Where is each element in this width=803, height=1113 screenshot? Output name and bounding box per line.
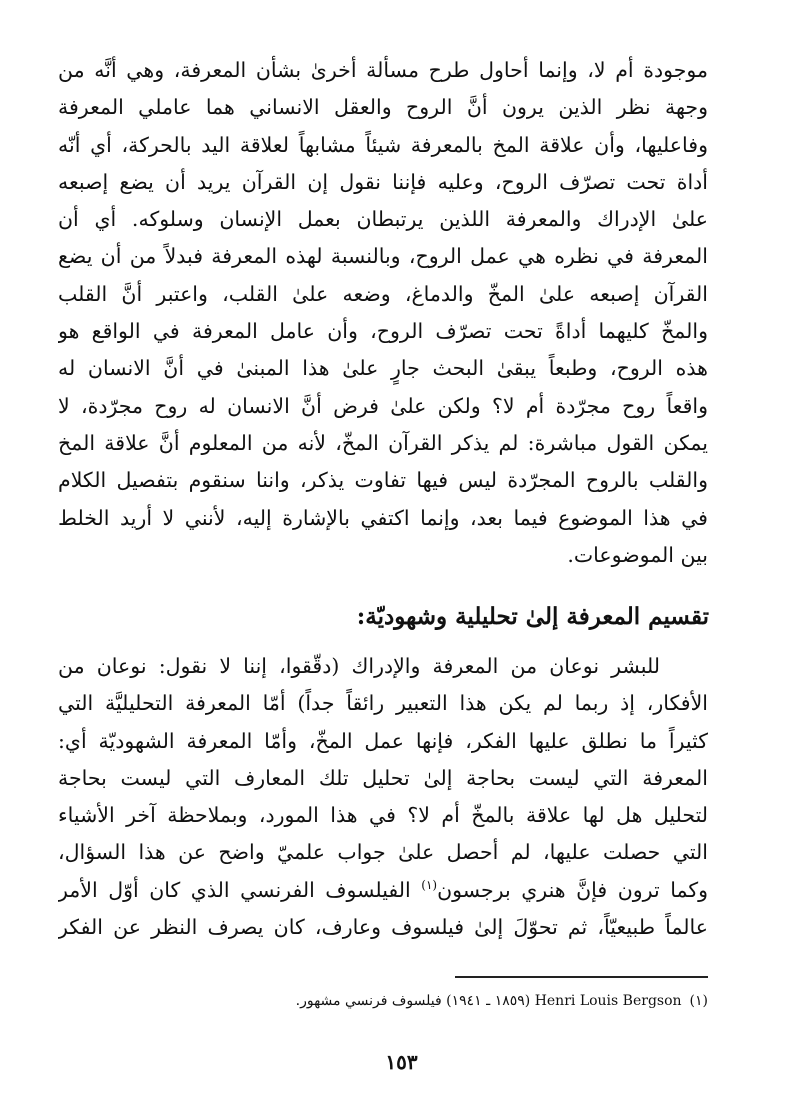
footnote-divider	[455, 976, 708, 978]
text-line: علىٰ الإدراك والمعرفة اللذين يرتبطان بعمل الإنسان وسلوكه. أي أن	[58, 207, 708, 232]
text-line: موجودة أم لا، وإنما أحاول طرح مسألة أخرىٰ بشأن المعرفة، وهي أنَّه من	[58, 58, 708, 82]
text-line: واقعاً روح مجرّدة أم لا؟ ولكن علىٰ فرض أنَّ الانسان له روح مجرّدة، لا	[58, 393, 708, 418]
text-line: وجهة نظر الذين يرون أنَّ الروح والعقل الانساني هما عاملي المعرفة	[58, 95, 708, 120]
text-line: وفاعليها، وأن علاقة المخ بالمعرفة شيئاً مشابهاً لعلاقة اليد بالحركة، أي أنّه	[58, 132, 708, 157]
text-line: لتحليل هل لها علاقة بالمخّ أم لا؟ في هذا المورد، وبملاحظة آخر الأشياء	[58, 803, 708, 828]
text-line: القرآن إصبعه علىٰ المخّ والدماغ، وضعه علىٰ القلب، واعتبر أنَّ القلب	[58, 281, 708, 306]
text-line: للبشر نوعان من المعرفة والإدراك (دقّقوا، إننا لا نقول: نوعان من	[58, 654, 660, 678]
page-number: ١٥٣	[385, 1050, 418, 1074]
footnote-marker[interactable]: (١)	[421, 877, 438, 892]
text-line: كثيراً ما نطلق عليها الفكر، فإنها عمل المخّ، وأمّا المعرفة الشهوديّة أي:	[58, 728, 708, 753]
text-segment: وكما ترون فإنَّ هنري برجسون	[437, 877, 708, 902]
text-line: والمخّ كليهما أداةً تحت تصرّف الروح، وأن عامل المعرفة في الواقع هو	[58, 319, 708, 344]
section-heading: تقسيم المعرفة إلىٰ تحليلية وشهوديّة:	[356, 603, 709, 630]
text-line: والقلب بالروح المجرّدة ليس فيها تفاوت يذكر، واننا سنقوم بتفصيل الكلام	[58, 468, 708, 493]
text-line: بين الموضوعات.	[567, 542, 708, 567]
text-line: هذه الروح، وطبعاً يبقىٰ البحث جارٍ علىٰ هذا المبنىٰ في أنَّ الانسان له	[58, 356, 708, 381]
text-line-with-footnote	[58, 872, 708, 909]
footnote-text: Henri Louis Bergson (١٨٥٩ ـ ١٩٤١) فيلسوف فرنسي مشهور.	[295, 993, 682, 1009]
text-line: الأفكار، إذ ربما لم يكن هذا التعبير رائقاً جداً) أمّا المعرفة التحليليَّة التي	[58, 691, 708, 716]
text-line: التي حصلت عليها، لم أحصل علىٰ جواب علميّ واضح عن هذا السؤال،	[58, 840, 708, 865]
text-line: عالماً طبيعيّاً، ثم تحوّلَ إلىٰ فيلسوف وعارف، كان يصرف النظر عن الفكر	[58, 915, 708, 940]
footnote	[68, 990, 708, 1012]
paragraph-2	[58, 648, 708, 946]
paragraph-1	[58, 52, 708, 574]
text-line: المعرفة في نظره هي عمل الروح، وبالنسبة لهذه المعرفة فبدلاً من أن يضع	[58, 244, 708, 269]
text-segment: الفيلسوف الفرنسي الذي كان أوّل الأمر	[58, 877, 422, 902]
footnote-number: (١)	[689, 993, 708, 1009]
text-line: المعرفة التي ليست بحاجة إلىٰ تحليل تلك المعارف التي ليست بحاجة	[58, 765, 708, 790]
text-line: أداة تحت تصرّف الروح، وعليه فإننا نقول إن القرآن يريد أن يضع إصبعه	[58, 169, 708, 194]
text-line: في هذا الموضوع فيما بعد، وإنما اكتفي بالإشارة إليه، لأنني لا أريد الخلط	[58, 505, 708, 530]
text-line: يمكن القول مباشرة: لم يذكر القرآن المخّ، لأنه من المعلوم أنَّ علاقة المخ	[58, 430, 708, 455]
